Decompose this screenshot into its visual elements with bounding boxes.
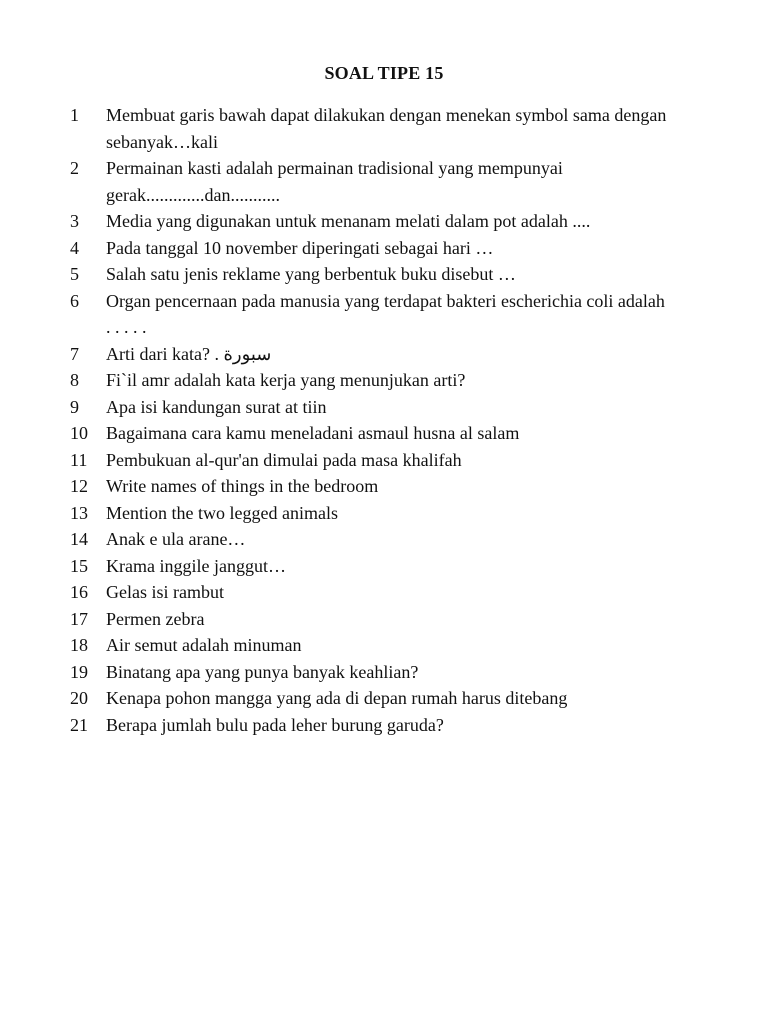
question-text: Anak e ula arane… [106,529,246,549]
question-item [0,659,768,686]
question-number: 17 [70,608,88,629]
question-number: 21 [70,714,88,735]
question-text: Arti dari kata? . سبورة [106,343,272,364]
question-text: Berapa jumlah bulu pada leher burung garuda? [106,714,444,735]
question-number: 10 [70,423,88,443]
question-item [0,288,768,341]
page-title: SOAL TIPE 15 [324,63,444,83]
question-item [0,473,768,500]
question-text: Permen zebra [106,608,205,629]
question-text: Write names of things in the bedroom [106,476,379,496]
question-text: Permainan kasti adalah permainan tradisional yang mempunyai gerak.............dan........... [106,158,563,205]
question-number: 11 [70,449,88,470]
question-item [0,632,768,659]
question-item [0,235,768,262]
question-number: 3 [70,211,79,231]
question-text: Gelas isi rambut [106,582,224,602]
question-text: Mention the two legged animals [106,502,338,523]
question-item [0,579,768,606]
question-text: Bagaimana cara kamu meneladani asmaul husna al salam [106,423,520,443]
question-text: Salah satu jenis reklame yang berbentuk buku disebut … [106,264,516,284]
question-number: 7 [70,343,79,364]
question-number: 16 [70,582,88,602]
question-item [0,606,768,633]
question-text: Media yang digunakan untuk menanam melati dalam pot adalah .... [106,211,591,231]
question-number: 19 [70,661,88,682]
question-number: 13 [70,502,88,523]
question-number: 2 [70,158,79,178]
question-text: Pada tanggal 10 november diperingati sebagai hari … [106,237,494,258]
question-item [0,367,768,394]
question-item [0,420,768,447]
question-item [0,447,768,474]
question-item [0,500,768,527]
question-item [0,208,768,235]
question-number: 12 [70,476,88,496]
question-text: Air semut adalah minuman [106,635,302,655]
question-item [0,341,768,368]
question-text: Organ pencernaan pada manusia yang terdapat bakteri escherichia coli adalah . . . . . [106,290,665,337]
question-text: Fi`il amr adalah kata kerja yang menunjukan arti? [106,370,466,390]
question-number: 14 [70,529,88,549]
question-number: 4 [70,237,79,258]
question-list [0,102,768,738]
question-number: 15 [70,555,88,576]
question-number: 20 [70,688,88,708]
question-number: 5 [70,264,79,284]
question-number: 1 [70,105,79,125]
question-item [0,712,768,739]
question-item [0,553,768,580]
question-number: 9 [70,396,79,417]
question-number: 18 [70,635,88,655]
question-item [0,155,768,208]
question-number: 8 [70,370,79,390]
question-item [0,526,768,553]
question-text: Membuat garis bawah dapat dilakukan dengan menekan symbol sama dengan sebanyak…kali [106,105,667,152]
question-item [0,261,768,288]
question-text: Apa isi kandungan surat at tiin [106,396,327,417]
question-item [0,102,768,155]
question-item [0,685,768,712]
question-item [0,394,768,421]
question-text: Krama inggile janggut… [106,555,286,576]
question-number: 6 [70,290,79,311]
question-text: Kenapa pohon mangga yang ada di depan rumah harus ditebang [106,688,568,708]
question-text: Binatang apa yang punya banyak keahlian? [106,661,419,682]
question-text: Pembukuan al-qur'an dimulai pada masa khalifah [106,449,462,470]
